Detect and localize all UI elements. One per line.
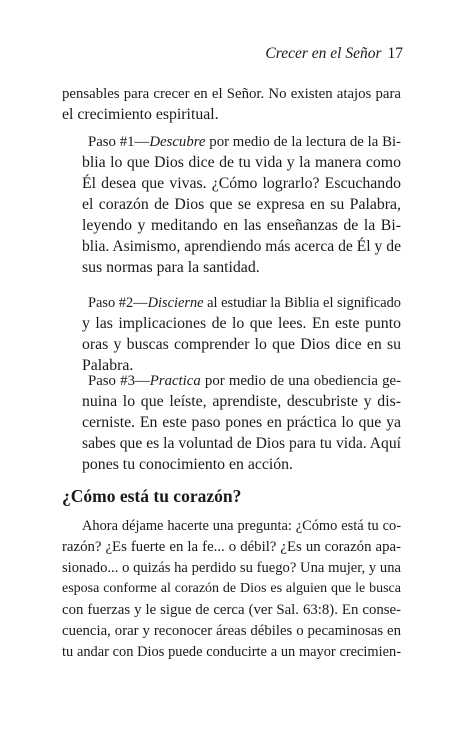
step1-line: blia lo que Dios dice de tu vida y la manera como [82,154,401,171]
running-title: Crecer en el Señor [265,45,382,62]
section-line: con fuerzas y le sigue de cerca (ver Sal. 63:8). En conse- [62,602,401,618]
step1-line: el corazón de Dios que se expresa en su Palabra, [82,196,401,213]
step2-keyword: Discierne [147,295,204,311]
step2-first-line-rest: al estudiar la Biblia el significado [203,295,401,311]
page-number: 17 [387,45,403,62]
step2-first-line [88,293,401,313]
intro-line: el crecimiento espiritual. [62,106,219,123]
step2-line: oras y buscas comprender lo que Dios dice en su [82,336,401,353]
step3-line: sabes que es la voluntad de Dios para tu vida. Aquí [82,435,401,452]
step3-first-line-rest: por medio de una obediencia ge- [200,373,402,389]
section-line: Ahora déjame hacerte una pregunta: ¿Cómo está tu co- [82,518,401,534]
section-line: razón? ¿Es fuerte en la fe... o débil? ¿Es un corazón apa- [62,539,401,555]
intro-line: pensables para crecer en el Señor. No existen atajos para [62,86,401,102]
section-line: sionado... o quizás ha perdido su fuego? Una mujer, y una [62,560,401,576]
step1-line: Él desea que vivas. ¿Cómo lograrlo? Escuchando [82,175,401,192]
step3-first-line [88,371,401,391]
step2-line: Palabra. [82,357,134,374]
step1-line: leyendo y meditando en las enseñanzas de la Bi- [82,217,401,234]
step1-line: sus normas para la santidad. [82,259,260,276]
step3-label: Paso #3— [88,373,150,389]
section-line: esposa conforme al corazón de Dios es alguien que le busca [62,581,401,596]
step3-keyword: Practica [149,373,201,389]
step1-label: Paso #1— [88,134,150,150]
step3-line: cerniste. En este paso pones en práctica lo que ya [82,414,401,431]
section-line: tu andar con Dios puede conducirte a un mayor crecimien- [62,644,401,660]
section-line: cuencia, orar y reconocer áreas débiles o pecaminosas en [62,623,401,639]
step1-first-line [88,132,401,152]
step1-keyword: Descubre [149,134,206,150]
step1-first-line-rest: por medio de la lectura de la Bi- [205,134,401,150]
step2-line: y las implicaciones de lo que lees. En este punto [82,315,401,332]
step2-label: Paso #2— [88,295,148,311]
step1-line: blia. Asimismo, aprendiendo más acerca de Él y de [82,238,401,255]
section-heading: ¿Cómo está tu corazón? [62,486,242,506]
step3-line: pones tu conocimiento en acción. [82,456,293,473]
step3-line: nuina lo que leíste, aprendiste, descubriste y dis- [82,393,401,410]
running-head [265,45,403,63]
